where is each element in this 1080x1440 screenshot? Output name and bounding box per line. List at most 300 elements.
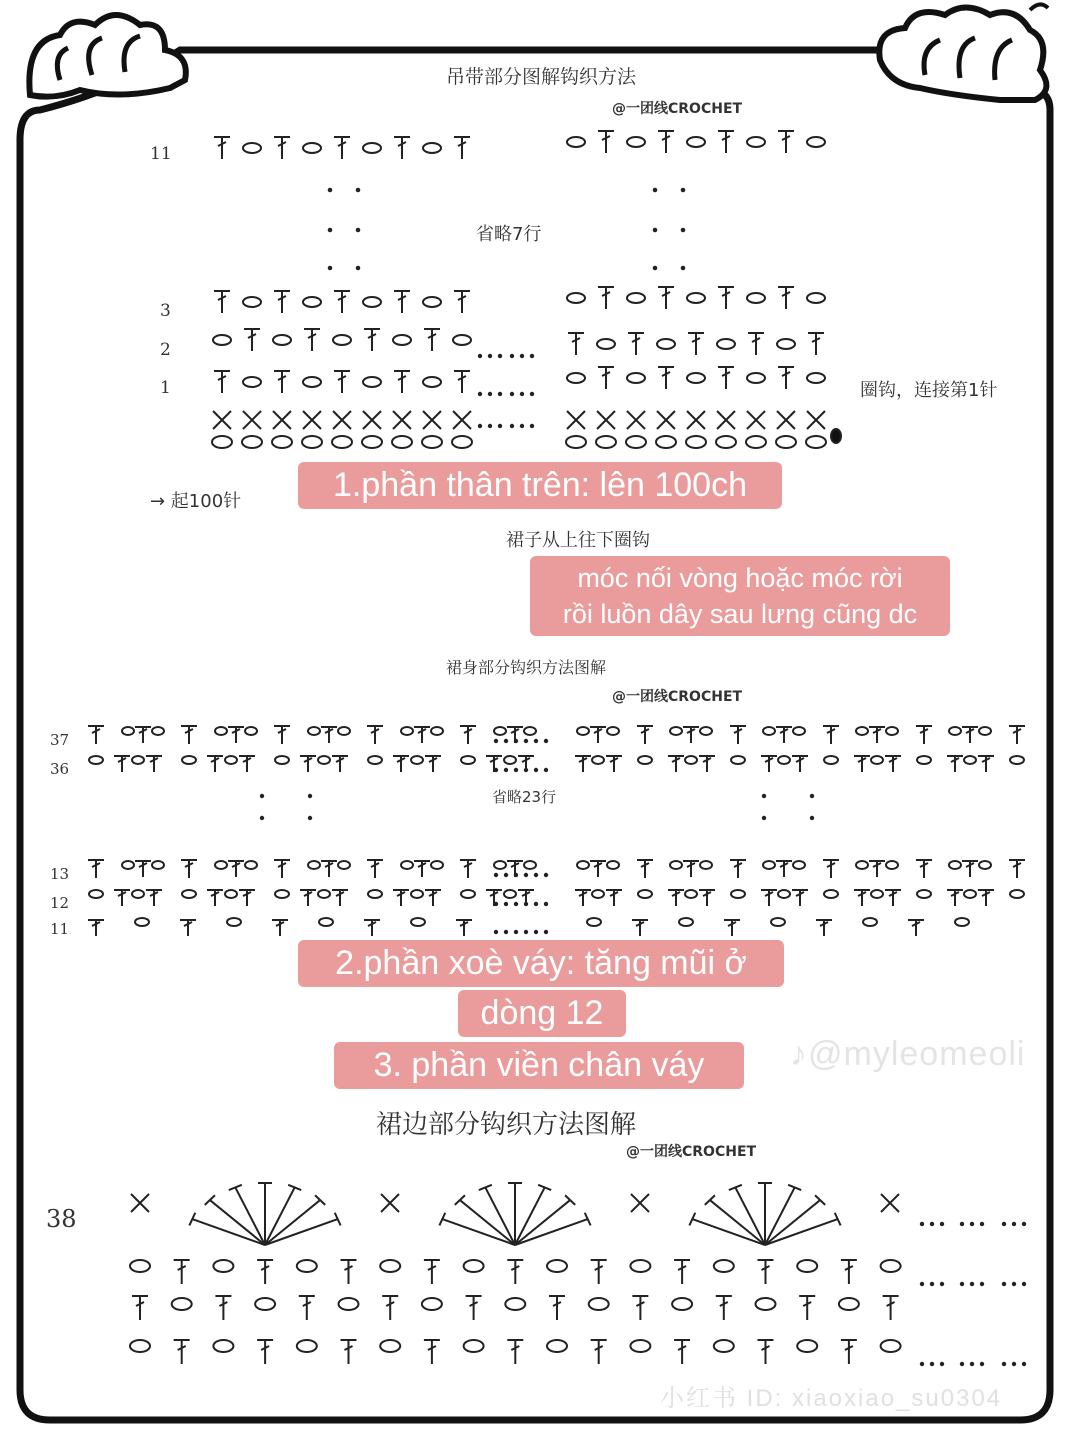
chain-symbol: [130, 1260, 150, 1272]
ellipsis-dot: [525, 931, 527, 933]
chain-symbol: [871, 890, 883, 898]
double-crochet-symbol: [274, 860, 290, 878]
double-crochet-symbol: [869, 861, 885, 877]
chain-symbol: [687, 137, 705, 147]
chain-symbol: [886, 727, 898, 735]
double-crochet-symbol: [394, 291, 410, 313]
chain-symbol: [793, 861, 805, 869]
chain-symbol: [182, 890, 196, 898]
chain-symbol: [949, 727, 961, 735]
chain-symbol: [318, 890, 330, 898]
ellipsis-dot: [479, 393, 481, 395]
single-crochet-symbol: [687, 411, 705, 429]
single-crochet-symbol: [747, 411, 765, 429]
double-crochet-symbol: [658, 367, 674, 389]
double-crochet-symbol: [332, 756, 348, 772]
ellipsis-dot: [499, 393, 501, 395]
double-crochet-symbol: [628, 333, 644, 355]
chain-symbol: [213, 335, 231, 345]
chain-symbol: [308, 861, 320, 869]
chain-symbol: [393, 335, 411, 345]
ellipsis-dot: [535, 903, 537, 905]
double-crochet-symbol: [598, 367, 614, 389]
chain-symbol: [275, 890, 289, 898]
ellipsis-dot: [981, 1223, 983, 1225]
double-crochet-symbol: [174, 1340, 190, 1364]
chain-symbol: [524, 861, 536, 869]
double-crochet-symbol: [637, 860, 653, 878]
start-chain-note: → 起100针: [150, 491, 242, 512]
single-crochet-symbol: [657, 411, 675, 429]
chain-symbol: [731, 756, 745, 764]
chain-symbol: [380, 1260, 400, 1272]
chain-symbol: [797, 1260, 817, 1272]
double-crochet-symbol: [841, 1340, 857, 1364]
chain-symbol: [656, 436, 676, 448]
chain-symbol: [338, 861, 350, 869]
vertical-dot: [261, 817, 263, 819]
ellipsis-dot: [521, 355, 523, 357]
ellipsis-dot: [495, 903, 497, 905]
chain-symbol: [685, 890, 697, 898]
ellipsis-dot: [981, 1363, 983, 1365]
chain-symbol: [638, 756, 652, 764]
ellipsis-dot: [505, 931, 507, 933]
chain-symbol: [243, 377, 261, 387]
double-crochet-symbol: [637, 726, 653, 744]
chain-symbol: [494, 727, 506, 735]
single-crochet-symbol: [597, 411, 615, 429]
vertical-dot: [811, 795, 813, 797]
ellipsis-dot: [1003, 1283, 1005, 1285]
chain-symbol: [245, 727, 257, 735]
double-crochet-symbol: [598, 287, 614, 309]
row-label-1: 1: [160, 378, 171, 398]
double-crochet-symbol: [274, 137, 290, 159]
double-crochet-symbol: [257, 1260, 273, 1284]
double-crochet-symbol: [214, 371, 230, 393]
single-crochet-symbol: [567, 411, 585, 429]
double-crochet-symbol: [334, 291, 350, 313]
double-crochet-symbol: [146, 756, 162, 772]
single-crochet-symbol: [131, 1194, 149, 1212]
chain-symbol: [630, 1260, 650, 1272]
vertical-dot: [329, 189, 332, 192]
double-crochet-symbol: [748, 333, 764, 355]
double-crochet-symbol: [761, 890, 777, 906]
double-crochet-symbol: [549, 1296, 565, 1320]
fan-stitch-symbol: [460, 1200, 515, 1245]
chain-symbol: [577, 861, 589, 869]
chain-symbol: [979, 861, 991, 869]
chain-symbol: [464, 1260, 484, 1272]
double-crochet-symbol: [869, 727, 885, 743]
double-crochet-symbol: [575, 890, 591, 906]
row-label-36: 36: [50, 760, 70, 778]
chain-symbol: [777, 339, 795, 349]
chain-symbol: [431, 861, 443, 869]
chain-symbol: [380, 1340, 400, 1352]
ellipsis-dot: [499, 425, 501, 427]
chain-symbol: [122, 861, 134, 869]
double-crochet-symbol: [228, 861, 244, 877]
double-crochet-symbol: [454, 371, 470, 393]
double-crochet-symbol: [688, 333, 704, 355]
double-crochet-symbol: [590, 861, 606, 877]
double-crochet-symbol: [718, 287, 734, 309]
double-crochet-symbol: [778, 367, 794, 389]
ellipsis-dot: [515, 903, 517, 905]
ellipsis-dot: [495, 874, 497, 876]
chain-symbol: [275, 756, 289, 764]
double-crochet-symbol: [575, 756, 591, 772]
chain-symbol: [423, 297, 441, 307]
chain-symbol: [630, 1340, 650, 1352]
vertical-dot: [763, 817, 765, 819]
chain-symbol: [401, 861, 413, 869]
double-crochet-symbol: [367, 726, 383, 744]
chain-symbol: [685, 756, 697, 764]
chain-symbol: [182, 756, 196, 764]
ellipsis-dot: [535, 874, 537, 876]
ellipsis-dot: [535, 931, 537, 933]
chain-symbol: [339, 1298, 359, 1310]
double-crochet-symbol: [718, 367, 734, 389]
chain-symbol: [627, 373, 645, 383]
ellipsis-dot: [921, 1283, 923, 1285]
double-crochet-symbol: [135, 727, 151, 743]
double-crochet-symbol: [758, 1260, 774, 1284]
double-crochet-symbol: [364, 920, 380, 936]
ellipsis-dot: [921, 1363, 923, 1365]
row-label-37: 37: [50, 731, 70, 749]
ellipsis-dot: [479, 355, 481, 357]
double-crochet-symbol: [424, 1340, 440, 1364]
chain-symbol: [122, 727, 134, 735]
double-crochet-symbol: [962, 727, 978, 743]
chain-symbol: [776, 436, 796, 448]
double-crochet-symbol: [674, 1340, 690, 1364]
vertical-dot: [654, 189, 657, 192]
chain-symbol: [1010, 890, 1024, 898]
double-crochet-symbol: [274, 291, 290, 313]
double-crochet-symbol: [778, 131, 794, 153]
ellipsis-dot: [931, 1363, 933, 1365]
double-crochet-symbol: [658, 287, 674, 309]
ellipsis-dot: [1013, 1223, 1015, 1225]
single-crochet-symbol: [381, 1194, 399, 1212]
join-round-note: 圈钩，连接第1针: [860, 380, 998, 401]
double-crochet-symbol: [114, 890, 130, 906]
chain-symbol: [806, 436, 826, 448]
callout-upper-body: 1.phần thân trên: lên 100ch: [298, 462, 782, 509]
single-crochet-symbol: [717, 411, 735, 429]
double-crochet-symbol: [724, 920, 740, 936]
double-crochet-symbol: [135, 861, 151, 877]
ellipsis-dot: [525, 903, 527, 905]
double-crochet-symbol: [699, 890, 715, 906]
double-crochet-symbol: [799, 1296, 815, 1320]
double-crochet-symbol: [823, 726, 839, 744]
ellipsis-dot: [489, 425, 491, 427]
chain-symbol: [747, 137, 765, 147]
chain-symbol: [273, 335, 291, 345]
callout-hem: 3. phần viền chân váy: [334, 1042, 744, 1089]
ellipsis-dot: [941, 1223, 943, 1225]
double-crochet-symbol: [823, 860, 839, 878]
ellipsis-dot: [489, 393, 491, 395]
chain-symbol: [567, 373, 585, 383]
vertical-dot: [261, 795, 263, 797]
double-crochet-symbol: [590, 727, 606, 743]
chain-symbol: [670, 861, 682, 869]
chain-symbol: [338, 727, 350, 735]
chain-symbol: [212, 436, 232, 448]
double-crochet-symbol: [460, 726, 476, 744]
chain-symbol: [670, 727, 682, 735]
fan-stitch-symbol: [710, 1200, 765, 1245]
single-crochet-symbol: [393, 411, 411, 429]
chain-symbol: [213, 1260, 233, 1272]
double-crochet-symbol: [668, 756, 684, 772]
double-crochet-symbol: [239, 890, 255, 906]
ellipsis-dot: [515, 769, 517, 771]
chain-symbol: [401, 727, 413, 735]
ellipsis-dot: [511, 425, 513, 427]
chain-symbol: [333, 335, 351, 345]
ellipsis-dot: [495, 769, 497, 771]
chain-symbol: [793, 727, 805, 735]
double-crochet-symbol: [88, 920, 104, 936]
chain-symbol: [297, 1260, 317, 1272]
chain-symbol: [638, 890, 652, 898]
chain-symbol: [607, 861, 619, 869]
chain-symbol: [964, 890, 976, 898]
double-crochet-symbol: [454, 137, 470, 159]
ellipsis-dot: [1013, 1283, 1015, 1285]
double-crochet-symbol: [456, 920, 472, 936]
double-crochet-symbol: [699, 756, 715, 772]
double-crochet-symbol: [299, 1296, 315, 1320]
double-crochet-symbol: [88, 860, 104, 878]
double-crochet-symbol: [414, 727, 430, 743]
fan-stitch-symbol: [265, 1200, 320, 1245]
chain-symbol: [886, 861, 898, 869]
single-crochet-symbol: [363, 411, 381, 429]
ellipsis-dot: [1003, 1363, 1005, 1365]
double-crochet-symbol: [792, 756, 808, 772]
chain-symbol: [272, 436, 292, 448]
double-crochet-symbol: [393, 756, 409, 772]
chain-symbol: [863, 918, 877, 926]
ellipsis-dot: [971, 1283, 973, 1285]
ellipsis-dot: [511, 393, 513, 395]
ellipsis-dot: [531, 393, 533, 395]
double-crochet-symbol: [632, 920, 648, 936]
chain-symbol: [152, 861, 164, 869]
double-crochet-symbol: [776, 861, 792, 877]
ellipsis-dot: [981, 1283, 983, 1285]
double-crochet-symbol: [393, 890, 409, 906]
chain-symbol: [130, 1340, 150, 1352]
chain-symbol: [824, 756, 838, 764]
ellipsis-dot: [515, 874, 517, 876]
ellipsis-dot: [931, 1223, 933, 1225]
ellipsis-dot: [971, 1223, 973, 1225]
row-label-3: 3: [160, 301, 171, 321]
double-crochet-symbol: [761, 756, 777, 772]
double-crochet-symbol: [792, 890, 808, 906]
double-crochet-symbol: [978, 890, 994, 906]
ellipsis-dot: [525, 874, 527, 876]
double-crochet-symbol: [244, 329, 260, 351]
chain-symbol: [89, 890, 103, 898]
ellipsis-dot: [525, 740, 527, 742]
single-crochet-symbol: [423, 411, 441, 429]
chain-symbol: [807, 137, 825, 147]
direction-note: 裙子从上往下圈钩: [506, 530, 650, 551]
double-crochet-symbol: [334, 371, 350, 393]
chain-symbol: [504, 890, 516, 898]
chain-symbol: [132, 756, 144, 764]
chain-symbol: [672, 1298, 692, 1310]
double-crochet-symbol: [668, 890, 684, 906]
chain-symbol: [679, 918, 693, 926]
chain-symbol: [368, 756, 382, 764]
ellipsis-dot: [971, 1363, 973, 1365]
fan-stitch-symbol: [765, 1200, 820, 1245]
double-crochet-symbol: [758, 1340, 774, 1364]
section1-title: 吊带部分图解钩织方法: [446, 66, 637, 88]
chain-symbol: [363, 143, 381, 153]
row-label-2: 2: [160, 340, 171, 360]
double-crochet-symbol: [978, 756, 994, 772]
ellipsis-dot: [941, 1363, 943, 1365]
callout-skirt-line1: 2.phần xoè váy: tăng mũi ở: [298, 940, 784, 987]
chain-symbol: [567, 137, 585, 147]
double-crochet-symbol: [776, 727, 792, 743]
single-crochet-symbol: [631, 1194, 649, 1212]
double-crochet-symbol: [1009, 860, 1025, 878]
double-crochet-symbol: [332, 890, 348, 906]
double-crochet-symbol: [239, 756, 255, 772]
ellipsis-dot: [545, 874, 547, 876]
double-crochet-symbol: [341, 1260, 357, 1284]
section3-credit: @一团线CROCHET: [626, 1144, 757, 1160]
ellipsis-dot: [1023, 1283, 1025, 1285]
double-crochet-symbol: [718, 131, 734, 153]
vertical-dot: [682, 229, 685, 232]
double-crochet-symbol: [180, 920, 196, 936]
double-crochet-symbol: [424, 329, 440, 351]
ellipsis-dot: [505, 740, 507, 742]
ellipsis-dot: [535, 769, 537, 771]
chain-symbol: [255, 1298, 275, 1310]
chain-symbol: [700, 861, 712, 869]
callout-skirt-line2: dòng 12: [458, 990, 626, 1037]
double-crochet-symbol: [683, 727, 699, 743]
double-crochet-symbol: [816, 920, 832, 936]
double-crochet-symbol: [466, 1296, 482, 1320]
chain-symbol: [807, 293, 825, 303]
double-crochet-symbol: [274, 371, 290, 393]
ellipsis-dot: [495, 931, 497, 933]
double-crochet-symbol: [334, 137, 350, 159]
double-crochet-symbol: [207, 756, 223, 772]
chain-symbol: [213, 1340, 233, 1352]
chain-symbol: [243, 143, 261, 153]
callout-join-line2: rồi luồn dây sau lưng cũng dc: [562, 599, 918, 629]
tiktok-watermark: ♪@myleomeoli: [790, 1035, 1026, 1073]
chain-symbol: [243, 297, 261, 307]
chain-symbol: [955, 918, 969, 926]
chain-symbol: [627, 137, 645, 147]
double-crochet-symbol: [454, 291, 470, 313]
chain-symbol: [856, 727, 868, 735]
ellipsis-dot: [1023, 1363, 1025, 1365]
section3-title: 裙边部分钩织方法图解: [376, 1110, 637, 1140]
chain-symbol: [917, 890, 931, 898]
double-crochet-symbol: [658, 131, 674, 153]
chain-symbol: [547, 1340, 567, 1352]
double-crochet-symbol: [132, 1296, 148, 1320]
chain-symbol: [807, 373, 825, 383]
double-crochet-symbol: [394, 137, 410, 159]
chain-symbol: [242, 436, 262, 448]
ellipsis-dot: [505, 903, 507, 905]
chain-symbol: [411, 756, 423, 764]
chain-symbol: [871, 756, 883, 764]
section2-title: 裙身部分钩织方法图解: [446, 658, 607, 677]
chain-symbol: [979, 727, 991, 735]
vertical-dot: [309, 795, 311, 797]
single-crochet-symbol: [333, 411, 351, 429]
chain-symbol: [423, 377, 441, 387]
double-crochet-symbol: [885, 756, 901, 772]
ellipsis-dot: [1013, 1363, 1015, 1365]
section1-credit: @一团线CROCHET: [612, 101, 743, 117]
double-crochet-symbol: [716, 1296, 732, 1320]
double-crochet-symbol: [257, 1340, 273, 1364]
ellipsis-dot: [921, 1223, 923, 1225]
chain-symbol: [746, 436, 766, 448]
chain-symbol: [411, 890, 423, 898]
double-crochet-symbol: [214, 137, 230, 159]
ellipsis-dot: [961, 1283, 963, 1285]
chain-symbol: [687, 293, 705, 303]
double-crochet-symbol: [730, 860, 746, 878]
double-crochet-symbol: [88, 726, 104, 744]
chain-symbol: [308, 727, 320, 735]
chain-symbol: [747, 293, 765, 303]
double-crochet-symbol: [181, 860, 197, 878]
ellipsis-dot: [931, 1283, 933, 1285]
double-crochet-symbol: [778, 287, 794, 309]
vertical-dot: [357, 267, 360, 270]
chain-symbol: [392, 436, 412, 448]
double-crochet-symbol: [272, 920, 288, 936]
ellipsis-dot: [531, 355, 533, 357]
chain-symbol: [824, 890, 838, 898]
chain-symbol: [89, 756, 103, 764]
ellipsis-dot: [489, 355, 491, 357]
double-crochet-symbol: [683, 861, 699, 877]
chain-symbol: [132, 890, 144, 898]
chain-symbol: [452, 436, 472, 448]
row-label-38: 38: [46, 1205, 77, 1233]
chain-symbol: [297, 1340, 317, 1352]
double-crochet-symbol: [808, 333, 824, 355]
